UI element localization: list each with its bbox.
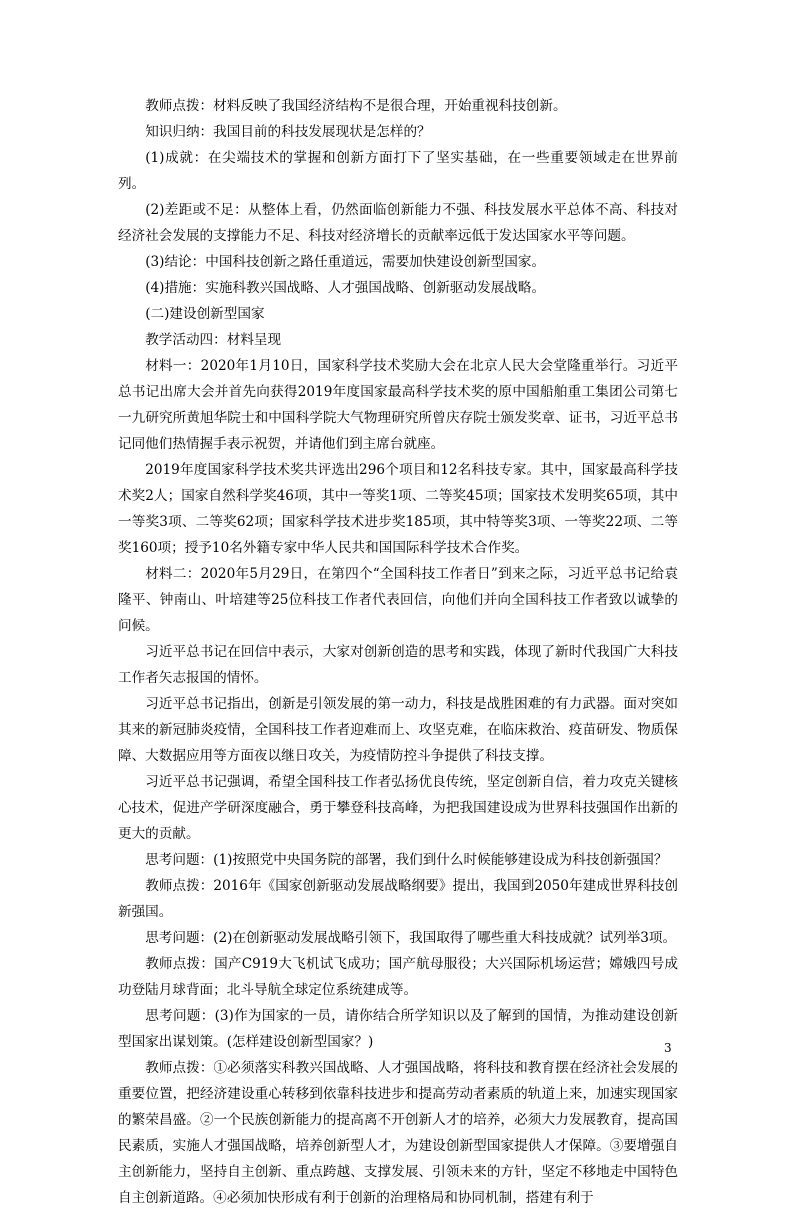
- paragraph: 教师点拨：①必须落实科教兴国战略、人才强国战略，将科技和教育摆在经济社会发展的重要位置，把经济建设重心转移到依靠科技进步和提高劳动者素质的轨道上来，加速实现国家的繁荣昌盛。②一个民族创新能力的提高离不开创新人才的培养，必须大力发展教育，提高国民素质，实施人才强国战略，培养创新型人才，为建设创新型国家提供人才保障。③要增强自主创新能力，坚持自主创新、重点跨越、支撑发展、引领未来的方针，坚定不移地走中国特色自主创新道路。④必须加快形成有利于创新的治理格局和协同机制，搭建有利于: [118, 1060, 678, 1206]
- body-text: [118, 93, 678, 1211]
- paragraph: 思考问题：(3)作为国家的一员，请你结合所学知识以及了解到的国情，为推动建设创新型国家出谋划策。(怎样建设创新型国家？): [118, 1008, 678, 1050]
- page-number: 3: [664, 1041, 672, 1055]
- paragraph: 习近平总书记强调，希望全国科技工作者弘扬优良传统，坚定创新自信，着力攻克关键核心技术，促进产学研深度融合，勇于攀登科技高峰，为把我国建设成为世界科技强国作出新的更大的贡献。: [118, 774, 678, 842]
- paragraph: (1)成就：在尖端技术的掌握和创新方面打下了坚实基础，在一些重要领域走在世界前列。: [118, 150, 678, 192]
- paragraph: 思考问题：(2)在创新驱动发展战略引领下，我国取得了哪些重大科技成就？试列举3项。: [145, 930, 677, 946]
- paragraph: 教师点拨：材料反映了我国经济结构不是很合理，开始重视科技创新。: [145, 98, 567, 114]
- paragraph: (4)措施：实施科教兴国战略、人才强国战略、创新驱动发展战略。: [145, 280, 546, 296]
- paragraph: (3)结论：中国科技创新之路任重道远，需要加快建设创新型国家。: [145, 254, 546, 270]
- paragraph: 教师点拨：国产C919大飞机试飞成功；国产航母服役；大兴国际机场运营；嫦娥四号成功登陆月球背面；北斗导航全球定位系统建成等。: [118, 956, 678, 998]
- paragraph: 材料一：2020年1月10日，国家科学技术奖励大会在北京人民大会堂隆重举行。习近平总书记出席大会并首先向获得2019年度国家最高科学技术奖的原中国船舶重工集团公司第七一九研究所黄旭华院士和中国科学院大气物理研究所曾庆存院士颁发奖章、证书，习近平总书记同他们热情握手表示祝贺，并请他们到主席台就座。: [118, 358, 678, 452]
- paragraph: 材料二：2020年5月29日，在第四个“全国科技工作者日”到来之际，习近平总书记给袁隆平、钟南山、叶培建等25位科技工作者代表回信，向他们并向全国科技工作者致以诚挚的问候。: [118, 566, 678, 634]
- paragraph: (2)差距或不足：从整体上看，仍然面临创新能力不强、科技发展水平总体不高、科技对经济社会发展的支撑能力不足、科技对经济增长的贡献率远低于发达国家水平等问题。: [118, 202, 678, 244]
- paragraph: 知识归纳：我国目前的科技发展现状是怎样的？: [145, 124, 431, 140]
- paragraph: 习近平总书记指出，创新是引领发展的第一动力，科技是战胜困难的有力武器。面对突如其来的新冠肺炎疫情，全国科技工作者迎难而上、攻坚克难，在临床救治、疫苗研发、物质保障、大数据应用等方面夜以继日攻关，为疫情防控斗争提供了科技支撑。: [118, 696, 678, 764]
- section-heading: (二)建设创新型国家: [145, 306, 265, 322]
- paragraph: 思考问题：(1)按照党中央国务院的部署，我们到什么时候能够建设成为科技创新强国？: [145, 852, 668, 868]
- paragraph: 教学活动四：材料呈现: [145, 332, 282, 348]
- paragraph: 2019年度国家科学技术奖共评选出296个项目和12名科技专家。其中，国家最高科学技术奖2人；国家自然科学奖46项，其中一等奖1项、二等奖45项；国家技术发明奖65项，其中一等奖3项、二等奖62项；国家科学技术进步奖185项，其中特等奖3项、一等奖22项、二等奖160项；授予10名外籍专家中华人民共和国国际科学技术合作奖。: [118, 462, 678, 556]
- paragraph: 习近平总书记在回信中表示，大家对创新创造的思考和实践，体现了新时代我国广大科技工作者矢志报国的情怀。: [118, 644, 678, 686]
- paragraph: 教师点拨：2016年《国家创新驱动发展战略纲要》提出，我国到2050年建成世界科技创新强国。: [118, 878, 678, 920]
